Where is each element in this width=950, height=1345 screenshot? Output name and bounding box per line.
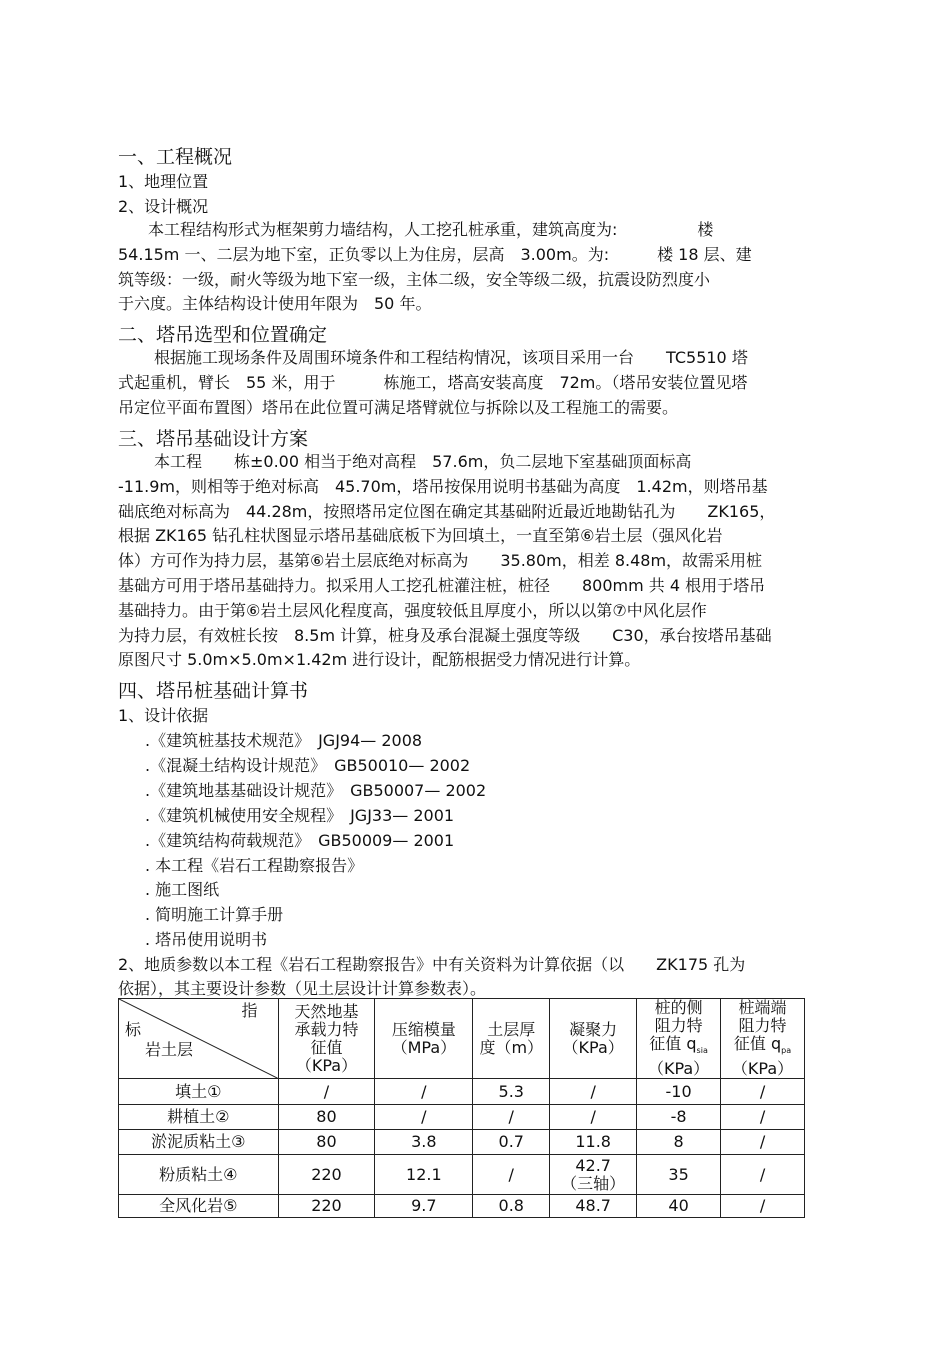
header-line: 阻力特 (654, 1016, 703, 1035)
header-line: （KPa） (562, 1037, 624, 1057)
para-line: 式起重机，臂长 55 米，用于 栋施工，塔高安装高度 72m。（塔吊安装位置见塔 (118, 372, 748, 392)
section-1-title: 一、工程概况 (118, 146, 233, 168)
table-cell: / (550, 1105, 637, 1130)
header-line: 压缩模量 (391, 1019, 456, 1039)
geology-intro-line: 2、地质参数以本工程《岩石工程勘察报告》中有关资料为计算依据（以 ZK175 孔为 (118, 955, 746, 974)
table-cell: 48.7 (550, 1195, 637, 1218)
soil-parameter-table (118, 998, 805, 1218)
para-line: -11.9m，则相等于绝对标高 45.70m，塔吊按保用说明书基础为高度 1.42m，则塔吊基 (118, 476, 768, 496)
table-row (119, 1130, 805, 1155)
table-cell: 全风化岩⑤ (119, 1195, 279, 1218)
header-cohesion (550, 999, 637, 1079)
para-line: 本工程结构形式为框架剪力墙结构，人工挖孔桩承重，建筑高度为: 楼 (148, 220, 714, 239)
item-location: 1、地理位置 (118, 172, 209, 191)
reference-item: . 本工程《岩石工程勘察报告》 (145, 856, 364, 875)
table-cell: 220 (278, 1155, 375, 1195)
table-cell: -10 (637, 1079, 721, 1105)
table-row (119, 1155, 805, 1195)
header-text: 征值 q (649, 1034, 697, 1053)
table-cell: 填土① (119, 1079, 279, 1105)
table-cell: 8 (637, 1130, 721, 1155)
table-cell: 粉质粘土④ (119, 1155, 279, 1195)
table-cell (550, 1155, 637, 1195)
reference-item: . 塔吊使用说明书 (145, 930, 268, 949)
table-cell: 80 (278, 1105, 375, 1130)
header-line: 度（m） (479, 1037, 544, 1057)
table-cell: / (473, 1105, 550, 1130)
table-cell: 0.7 (473, 1130, 550, 1155)
table-cell: 0.8 (473, 1195, 550, 1218)
reference-item: . 施工图纸 (145, 880, 220, 899)
section-1-paragraph (118, 218, 828, 317)
para-line: 基础持力。由于第⑥岩土层风化程度高，强度较低且厚度小，所以以第⑦中风化层作 (118, 600, 707, 620)
table-cell: / (721, 1079, 805, 1105)
header-line (637, 1035, 720, 1060)
reference-item: .《建筑机械使用安全规程》 JGJ33— 2001 (145, 806, 455, 825)
para-line: 础底绝对标高为 44.28m，按照塔吊定位图在确定其基础附近最近地勘钻孔为 ZK165， (118, 501, 776, 521)
para-line: 为持力层，有效桩长按 8.5m 计算，桩身及承台混凝土强度等级 C30，承台按塔吊基础 (118, 625, 772, 645)
header-side-resistance (637, 999, 721, 1079)
table-row (119, 1105, 805, 1130)
geology-intro-line: 依据），其主要设计参数（见土层设计计算参数表）。 (118, 979, 487, 998)
para-line: 根据施工现场条件及周围环境条件和工程结构情况，该项目采用一台 TC5510 塔 (154, 348, 748, 367)
cell-line: 42.7 (575, 1155, 611, 1175)
header-line (721, 1035, 804, 1060)
header-line: 凝聚力 (569, 1019, 618, 1039)
section-2-paragraph (118, 346, 828, 420)
para-line: 原图尺寸 5.0m×5.0m×1.42m 进行设计，配筋根据受力情况进行计算。 (118, 650, 641, 670)
table-cell: -8 (637, 1105, 721, 1130)
header-text: 征值 q (733, 1034, 782, 1053)
table-cell: / (375, 1079, 473, 1105)
header-line: 征值 (310, 1037, 343, 1057)
para-line: 体）方可作为持力层，基第⑥岩土层底绝对标高为 35.80m，相差 8.48m，故需采用桩 (118, 551, 763, 571)
table-cell: 9.7 (375, 1195, 473, 1218)
para-line: 吊定位平面布置图）塔吊在此位置可满足塔臂就位与拆除以及工程施工的需要。 (118, 397, 679, 417)
reference-item: . 简明施工计算手册 (145, 905, 284, 924)
table-cell: 淤泥质粘土③ (119, 1130, 279, 1155)
header-line: （KPa） (731, 1059, 794, 1079)
diag-label-soil-layer: 岩土层 (145, 1040, 194, 1059)
design-basis-title: 1、设计依据 (118, 706, 209, 725)
header-line: 桩的侧 (654, 998, 703, 1017)
diag-label-mark: 标 (125, 1020, 142, 1039)
table-cell: / (721, 1155, 805, 1195)
header-subscript: pa (781, 1046, 792, 1056)
table-cell: 80 (278, 1130, 375, 1155)
reference-item: .《混凝土结构设计规范》 GB50010— 2002 (145, 756, 471, 775)
table-cell: 35 (637, 1155, 721, 1195)
table-cell: / (721, 1105, 805, 1130)
para-line: 筑等级：一级，耐火等级为地下室一级，主体二级，安全等级二级，抗震设防烈度小 (118, 269, 711, 289)
table-cell: / (278, 1079, 375, 1105)
diagonal-header-cell (119, 999, 279, 1079)
table-cell: / (473, 1155, 550, 1195)
header-compression-modulus (375, 999, 473, 1079)
table-cell: 5.3 (473, 1079, 550, 1105)
header-line: （KPa） (295, 1055, 358, 1075)
para-line: 基础方可用于塔吊基础持力。拟采用人工挖孔桩灌注桩，桩径 800mm 共 4 根用于塔吊 (118, 575, 766, 595)
table-cell: 40 (637, 1195, 721, 1218)
reference-item: .《建筑地基基础设计规范》 GB50007— 2002 (145, 781, 487, 800)
table-cell: 耕植土② (119, 1105, 279, 1130)
section-2-title: 二、塔吊选型和位置确定 (118, 324, 328, 346)
header-line: 土层厚 (487, 1019, 536, 1039)
header-subscript: sia (696, 1046, 708, 1056)
table-cell: / (550, 1079, 637, 1105)
header-line: 天然地基 (294, 1001, 359, 1021)
header-line: 承载力特 (294, 1019, 359, 1039)
diag-label-index: 指 (241, 1001, 258, 1020)
para-line: 于六度。主体结构设计使用年限为 50 年。 (118, 294, 432, 314)
header-line: 阻力特 (738, 1016, 787, 1035)
section-4-title: 四、塔吊桩基础计算书 (118, 680, 309, 702)
reference-item: .《建筑结构荷载规范》 GB50009— 2001 (145, 831, 455, 850)
header-line: （MPa） (391, 1037, 457, 1057)
para-line: 根据 ZK165 钻孔柱状图显示塔吊基础底板下为回填土，一直至第⑥岩土层（强风化岩 (118, 526, 723, 546)
section-3-paragraph (118, 450, 828, 673)
header-line: 桩端端 (738, 998, 787, 1017)
table-cell: / (721, 1130, 805, 1155)
table-cell: / (721, 1195, 805, 1218)
table-row (119, 1195, 805, 1218)
item-design-overview: 2、设计概况 (118, 197, 209, 216)
table-cell: 3.8 (375, 1130, 473, 1155)
table-header-row (119, 999, 805, 1079)
table-cell: 220 (278, 1195, 375, 1218)
para-line: 本工程 栋±0.00 相当于绝对高程 57.6m，负二层地下室基础顶面标高 (154, 452, 692, 471)
header-line: （KPa） (647, 1059, 710, 1079)
para-line: 54.15m 一、二层为地下室，正负零以上为住房，层高 3.00m。为: 楼 18 层、建 (118, 244, 752, 264)
header-end-resistance (721, 999, 805, 1079)
table-cell: 12.1 (375, 1155, 473, 1195)
table-row (119, 1079, 805, 1105)
header-layer-thickness (473, 999, 550, 1079)
table-cell: 11.8 (550, 1130, 637, 1155)
table-cell: / (375, 1105, 473, 1130)
cell-line: （三轴） (561, 1173, 626, 1193)
header-bearing-capacity (278, 999, 375, 1079)
reference-item: .《建筑桩基技术规范》 JGJ94— 2008 (145, 731, 423, 750)
section-3-title: 三、塔吊基础设计方案 (118, 428, 309, 450)
